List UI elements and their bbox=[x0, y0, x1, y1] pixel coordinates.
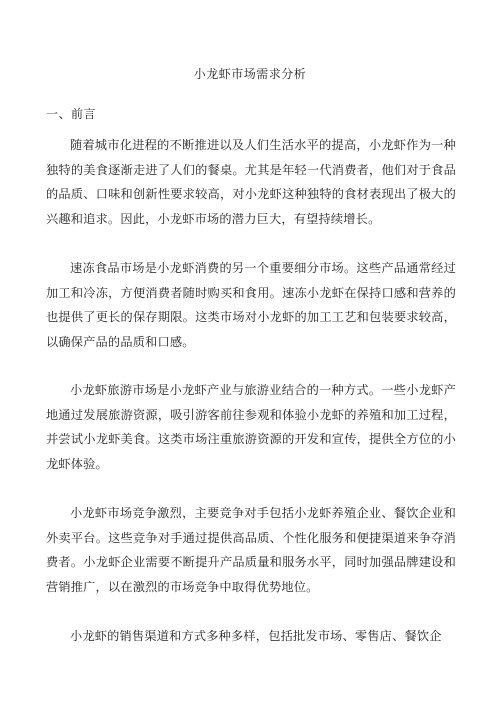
paragraph: 小龙虾旅游市场是小龙虾产业与旅游业结合的一种方式。一些小龙虾产地通过发展旅游资源，吸引游客前往参观和体验小龙虾的养殖和加工过程，并尝试小龙虾美食。这类市场注重旅游资源的开发和宣传，提供全方位的小龙虾体验。 bbox=[46, 383, 456, 471]
paragraph: 随着城市化进程的不断推进以及人们生活水平的提高，小龙虾作为一种独特的美食逐渐走进了人们的餐桌。尤其是年轻一代消费者，他们对于食品的品质、口味和创新性要求较高，对小龙虾这种独特的食材表现出了极大的兴趣和追求。因此，小龙虾市场的潜力巨大，有望持续增长。 bbox=[46, 138, 456, 226]
paragraph: 小龙虾的销售渠道和方式多种多样，包括批发市场、零售店、餐饮企 bbox=[70, 629, 442, 643]
section-heading: 一、前言 bbox=[46, 107, 97, 121]
document-title: 小龙虾市场需求分析 bbox=[193, 67, 307, 81]
paragraph: 小龙虾市场竞争激烈，主要竞争对手包括小龙虾养殖企业、餐饮企业和外卖平台。这些竞争对手通过提供高品质、个性化服务和便捷渠道来争夺消费者。小龙虾企业需要不断提升产品质量和服务水平，同时加强品牌建设和营销推广，以在激烈的市场竞争中取得优势地位。 bbox=[46, 506, 456, 594]
paragraph: 速冻食品市场是小龙虾消费的另一个重要细分市场。这些产品通常经过加工和冷冻，方便消费者随时购买和食用。速冻小龙虾在保持口感和营养的也提供了更长的保存期限。这类市场对小龙虾的加工工艺和包装要求较高，以确保产品的品质和口感。 bbox=[46, 261, 456, 349]
